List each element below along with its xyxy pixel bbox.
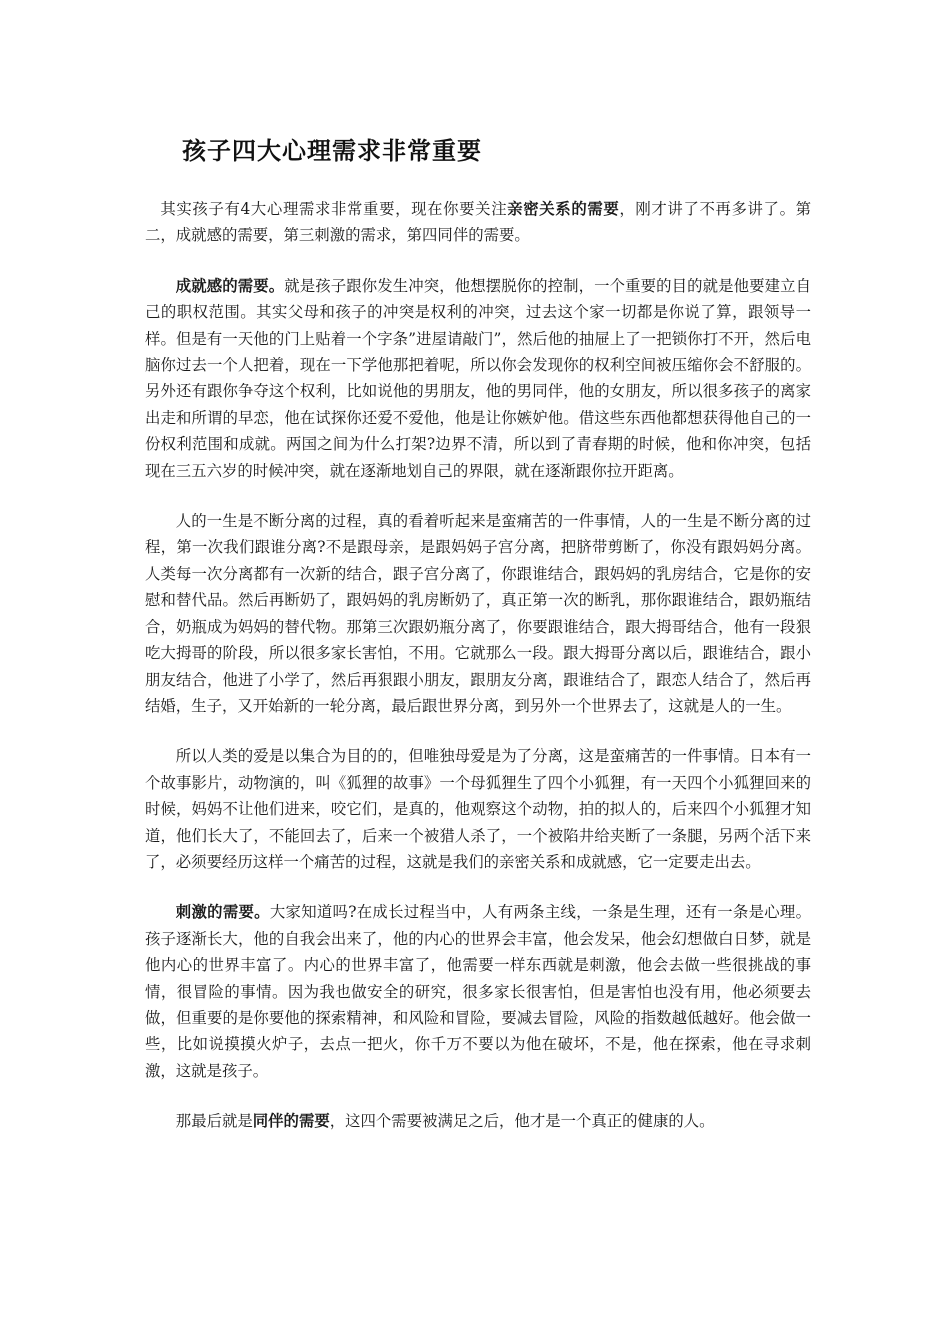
intro-text-pre: 其实孩子有4大心理需求非常重要，现在你要关注 bbox=[160, 200, 508, 218]
article-body bbox=[145, 196, 811, 1159]
stimulation-text: 大家知道吗?在成长过程当中，人有两条主线，一条是生理，还有一条是心理。孩子逐渐长大，他的自我会出来了，他的内心的世界会丰富，他会发呆，他会幻想做白日梦，就是他内心的世界丰富了。内心的世界丰富了，他需要一样东西就是刺激，他会去做一些很挑战的事情，很冒险的事情。因为我也做安全的研究，很多家长很害怕，但是害怕也没有用，他必须要去做，但重要的是你要他的探索精神，和风险和冒险，要减去冒险，风险的指数越低越好。他会做一些，比如说摸摸火炉子，去点一把火，你千万不要以为他在破坏，不是，他在探索，他在寻求刺激，这就是孩子。 bbox=[145, 903, 811, 1080]
peer-paragraph bbox=[145, 1108, 811, 1134]
peer-keyword: 同伴的需要 bbox=[252, 1112, 330, 1131]
achievement-text: 就是孩子跟你发生冲突，他想摆脱你的控制，一个重要的目的就是他要建立自己的职权范围。其实父母和孩子的冲突是权利的冲突，过去这个家一切都是你说了算，跟领导一样。但是有一天他的门上贴着一个字条”进屋请敲门”，然后他的抽屉上了一把锁你打不开，然后电脑你过去一个人把着，现在一下学他那把着呢，所以你会发现你的权利空间被压缩你会不舒服的。另外还有跟你争夺这个权利，比如说他的男朋友，他的男同伴，他的女朋友，所以很多孩子的离家出走和所谓的早恋，他在试探你还爱不爱他，他是让你嫉妒他。借这些东西他都想获得他自己的一份权利范围和成就。两国之间为什么打架?边界不清，所以到了青春期的时候，他和你冲突，包括现在三五六岁的时候冲突，就在逐渐地划自己的界限，就在逐渐跟你拉开距离。 bbox=[145, 276, 811, 480]
stimulation-paragraph bbox=[145, 899, 811, 1084]
intro-text-post: ，刚才讲了不再多讲了。第二，成就感的需要，第三刺激的需求，第四同伴的需要。 bbox=[145, 200, 811, 245]
stimulation-keyword: 刺激的需要。 bbox=[175, 903, 270, 922]
peer-text-pre: 那最后就是 bbox=[175, 1112, 253, 1131]
fox-paragraph: 所以人类的爱是以集合为目的的，但唯独母爱是为了分离，这是蛮痛苦的一件事情。日本有一个故事影片，动物演的，叫《狐狸的故事》一个母狐狸生了四个小狐狸，有一天四个小狐狸回来的时候，妈妈不让他们进来，咬它们，是真的，他观察这个动物，拍的拟人的，后来四个小狐狸才知道，他们长大了，不能回去了，后来一个被猎人杀了，一个被陷井给夹断了一条腿，另两个活下来了，必须要经历这样一个痛苦的过程，这就是我们的亲密关系和成就感，它一定要走出去。 bbox=[145, 747, 811, 871]
achievement-keyword: 成就感的需要。 bbox=[175, 276, 285, 295]
intro-paragraph bbox=[145, 196, 811, 249]
intro-keyword: 亲密关系的需要 bbox=[507, 200, 620, 218]
achievement-paragraph bbox=[145, 273, 811, 484]
peer-text-post: ，这四个需要被满足之后，他才是一个真正的健康的人。 bbox=[329, 1112, 715, 1131]
separation-paragraph: 人的一生是不断分离的过程，真的看着听起来是蛮痛苦的一件事情，人的一生是不断分离的过程，第一次我们跟谁分离?不是跟母亲，是跟妈妈子宫分离，把脐带剪断了，你没有跟妈妈分离。人类每一次分离都有一次新的结合，跟子宫分离了，你跟谁结合，跟妈妈的乳房结合，它是你的安慰和替代品。然后再断奶了，跟妈妈的乳房断奶了，真正第一次的断乳，那你跟谁结合，跟奶瓶结合，奶瓶成为妈妈的替代物。那第三次跟奶瓶分离了，你要跟谁结合，跟大拇哥结合，他有一段狠吃大拇哥的阶段，所以很多家长害怕，不用。它就那么一段。跟大拇哥分离以后，跟谁结合，跟小朋友结合，他进了小学了，然后再狠跟小朋友，跟朋友分离，跟谁结合了，跟恋人结合了，然后再结婚，生子，又开始新的一轮分离，最后跟世界分离，到另外一个世界去了，这就是人的一生。 bbox=[145, 512, 811, 715]
page-title: 孩子四大心理需求非常重要 bbox=[182, 137, 482, 165]
